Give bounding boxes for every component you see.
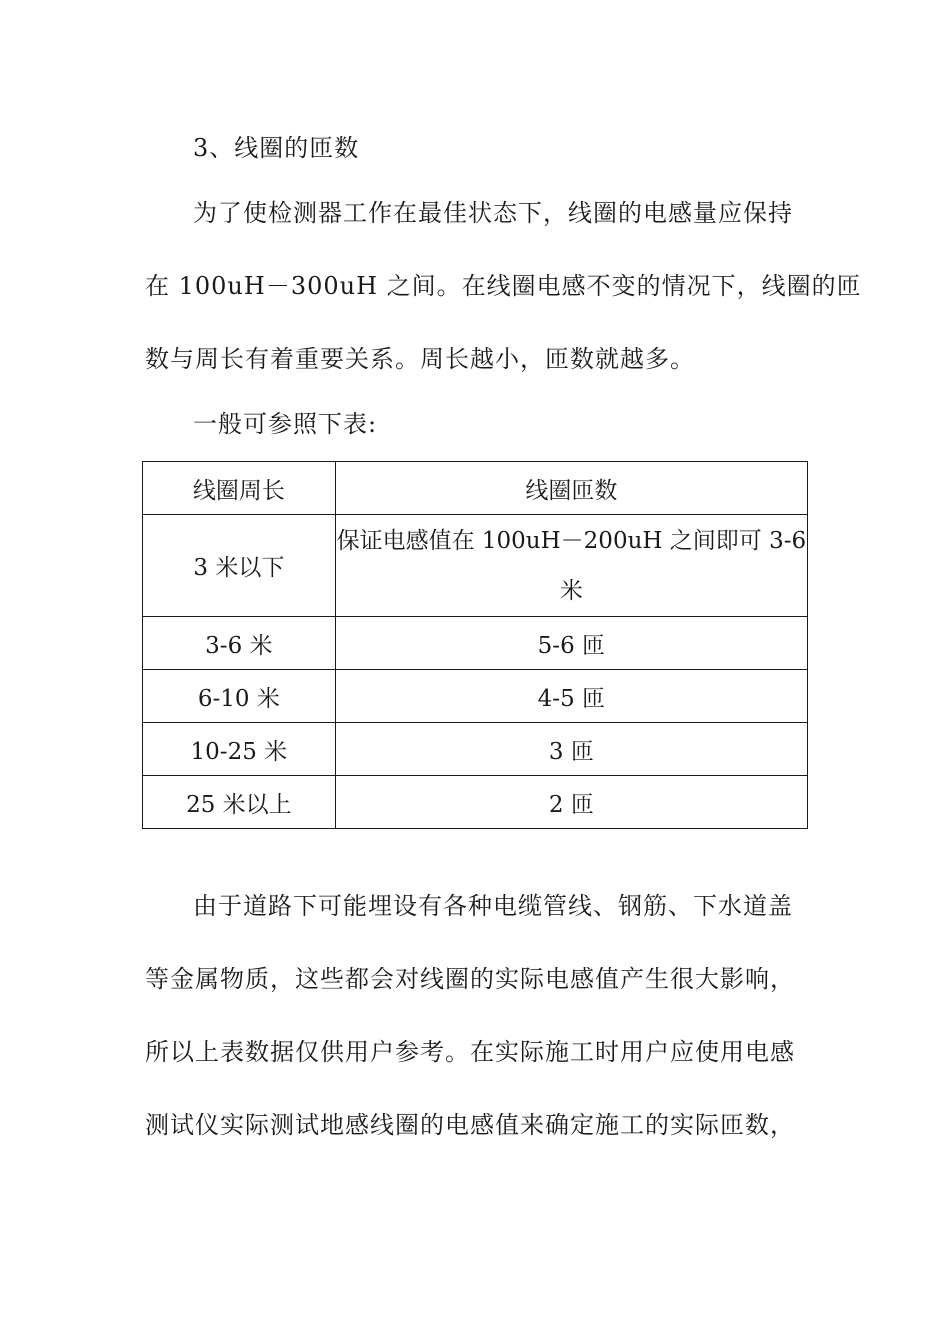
paragraph-2-line-1: 由于道路下可能埋设有各种电缆管线、钢筋、下水道盖: [193, 892, 793, 920]
header-perimeter: 线圈周长: [143, 462, 336, 515]
cell-turns: 5-6 匝: [335, 617, 807, 670]
table-row: [143, 515, 808, 617]
cell-perimeter: 10-25 米: [143, 723, 336, 776]
cell-turns: 2 匝: [335, 776, 807, 829]
table-row: [143, 617, 808, 670]
cell-perimeter: 3-6 米: [143, 617, 336, 670]
table-row: [143, 723, 808, 776]
paragraph-1-line-1: 为了使检测器工作在最佳状态下，线圈的电感量应保持: [193, 199, 793, 227]
coil-turns-table: [142, 461, 808, 829]
cell-perimeter: 25 米以上: [143, 776, 336, 829]
paragraph-2-line-4: 测试仪实际测试地感线圈的电感值来确定施工的实际匝数，: [145, 1111, 795, 1139]
section-heading: 3、线圈的匝数: [193, 134, 360, 162]
header-turns: 线圈匝数: [335, 462, 807, 515]
paragraph-2-line-3: 所以上表数据仅供用户参考。在实际施工时用户应使用电感: [145, 1038, 795, 1066]
table-intro: 一般可参照下表:: [193, 410, 378, 438]
table-row: [143, 776, 808, 829]
paragraph-1-line-2: 在 100uH－300uH 之间。在线圈电感不变的情况下，线圈的匝: [145, 272, 862, 300]
cell-turns: 4-5 匝: [335, 670, 807, 723]
paragraph-2-line-2: 等金属物质，这些都会对线圈的实际电感值产生很大影响，: [145, 965, 795, 993]
cell-perimeter: 3 米以下: [143, 515, 336, 617]
cell-turns-text: 保证电感值在 100uH－200uH 之间即可 3-6 米: [336, 527, 807, 604]
cell-turns: 3 匝: [335, 723, 807, 776]
cell-turns: [335, 515, 807, 617]
table-row: [143, 670, 808, 723]
paragraph-1-line-3: 数与周长有着重要关系。周长越小，匝数就越多。: [145, 345, 695, 373]
table-header-row: [143, 462, 808, 515]
cell-perimeter: 6-10 米: [143, 670, 336, 723]
